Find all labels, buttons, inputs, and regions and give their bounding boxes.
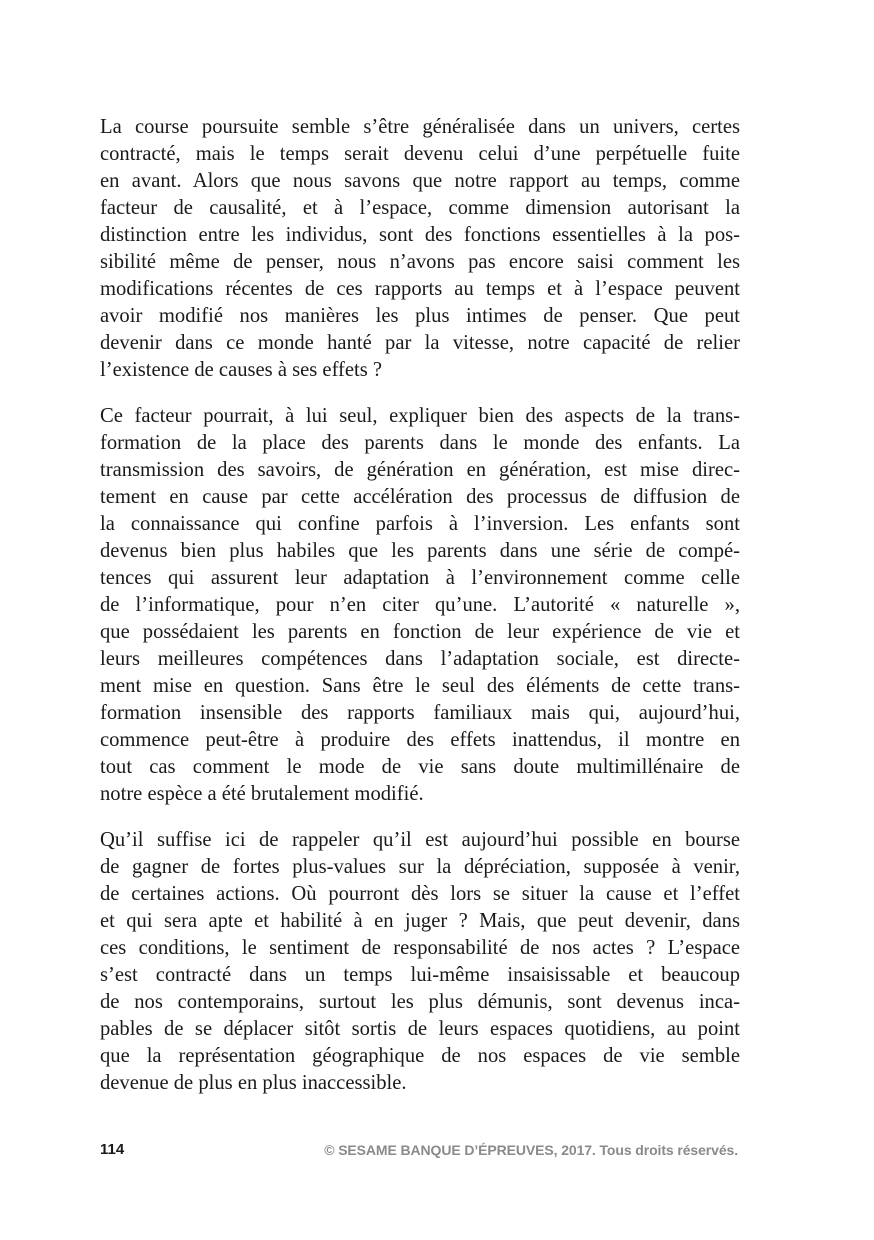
- body-text: [100, 114, 740, 1116]
- text-line: ment mise en question. Sans être le seul des éléments de cette trans-: [100, 675, 740, 697]
- text-line: facteur de causalité, et à l’espace, comme dimension autorisant la: [100, 197, 740, 219]
- text-line: transmission des savoirs, de génération en génération, est mise direc-: [100, 459, 740, 481]
- text-line: avoir modifié nos manières les plus intimes de penser. Que peut: [100, 305, 740, 327]
- page-footer: [100, 1141, 740, 1163]
- text-line: de certaines actions. Où pourront dès lors se situer la cause et l’effet: [100, 883, 740, 905]
- text-line: devenir dans ce monde hanté par la vitesse, notre capacité de relier: [100, 332, 740, 354]
- text-line: formation insensible des rapports familiaux mais qui, aujourd’hui,: [100, 702, 740, 724]
- paragraph-3: [100, 827, 740, 1097]
- text-line: en avant. Alors que nous savons que notre rapport au temps, comme: [100, 170, 740, 192]
- text-line: que la représentation géographique de nos espaces de vie semble: [100, 1045, 740, 1067]
- text-line: notre espèce a été brutalement modifié.: [100, 783, 424, 805]
- text-line: tences qui assurent leur adaptation à l’environnement comme celle: [100, 567, 740, 589]
- text-line: modifications récentes de ces rapports au temps et à l’espace peuvent: [100, 278, 740, 300]
- text-line: ces conditions, le sentiment de responsabilité de nos actes ? L’espace: [100, 937, 740, 959]
- text-line: formation de la place des parents dans le monde des enfants. La: [100, 432, 740, 454]
- text-line: de gagner de fortes plus-values sur la dépréciation, supposée à venir,: [100, 856, 740, 878]
- text-line: tout cas comment le mode de vie sans doute multimillénaire de: [100, 756, 740, 778]
- text-line: distinction entre les individus, sont des fonctions essentielles à la pos-: [100, 224, 740, 246]
- text-line: Qu’il suffise ici de rappeler qu’il est aujourd’hui possible en bourse: [100, 829, 740, 851]
- text-line: de l’informatique, pour n’en citer qu’une. L’autorité « naturelle »,: [100, 594, 740, 616]
- text-line: pables de se déplacer sitôt sortis de leurs espaces quotidiens, au point: [100, 1018, 740, 1040]
- text-line: la connaissance qui confine parfois à l’inversion. Les enfants sont: [100, 513, 740, 535]
- text-line: Ce facteur pourrait, à lui seul, expliquer bien des aspects de la trans-: [100, 405, 740, 427]
- text-line: devenus bien plus habiles que les parents dans une série de compé-: [100, 540, 740, 562]
- paragraph-1: [100, 114, 740, 384]
- text-line: s’est contracté dans un temps lui-même insaisissable et beaucoup: [100, 964, 740, 986]
- text-line: La course poursuite semble s’être généralisée dans un univers, certes: [100, 116, 740, 138]
- text-line: que possédaient les parents en fonction de leur expérience de vie et: [100, 621, 740, 643]
- text-line: leurs meilleures compétences dans l’adaptation sociale, est directe-: [100, 648, 740, 670]
- page-number: 114: [100, 1141, 125, 1158]
- text-line: sibilité même de penser, nous n’avons pas encore saisi comment les: [100, 251, 740, 273]
- text-line: devenue de plus en plus inaccessible.: [100, 1072, 407, 1094]
- text-line: et qui sera apte et habilité à en juger ? Mais, que peut devenir, dans: [100, 910, 740, 932]
- text-line: l’existence de causes à ses effets ?: [100, 359, 383, 381]
- text-line: de nos contemporains, surtout les plus démunis, sont devenus inca-: [100, 991, 740, 1013]
- text-line: tement en cause par cette accélération des processus de diffusion de: [100, 486, 740, 508]
- text-line: commence peut-être à produire des effets inattendus, il montre en: [100, 729, 740, 751]
- paragraph-2: [100, 403, 740, 808]
- copyright-notice: © SESAME BANQUE D’ÉPREUVES, 2017. Tous droits réservés.: [324, 1142, 738, 1158]
- text-line: contracté, mais le temps serait devenu celui d’une perpétuelle fuite: [100, 143, 740, 165]
